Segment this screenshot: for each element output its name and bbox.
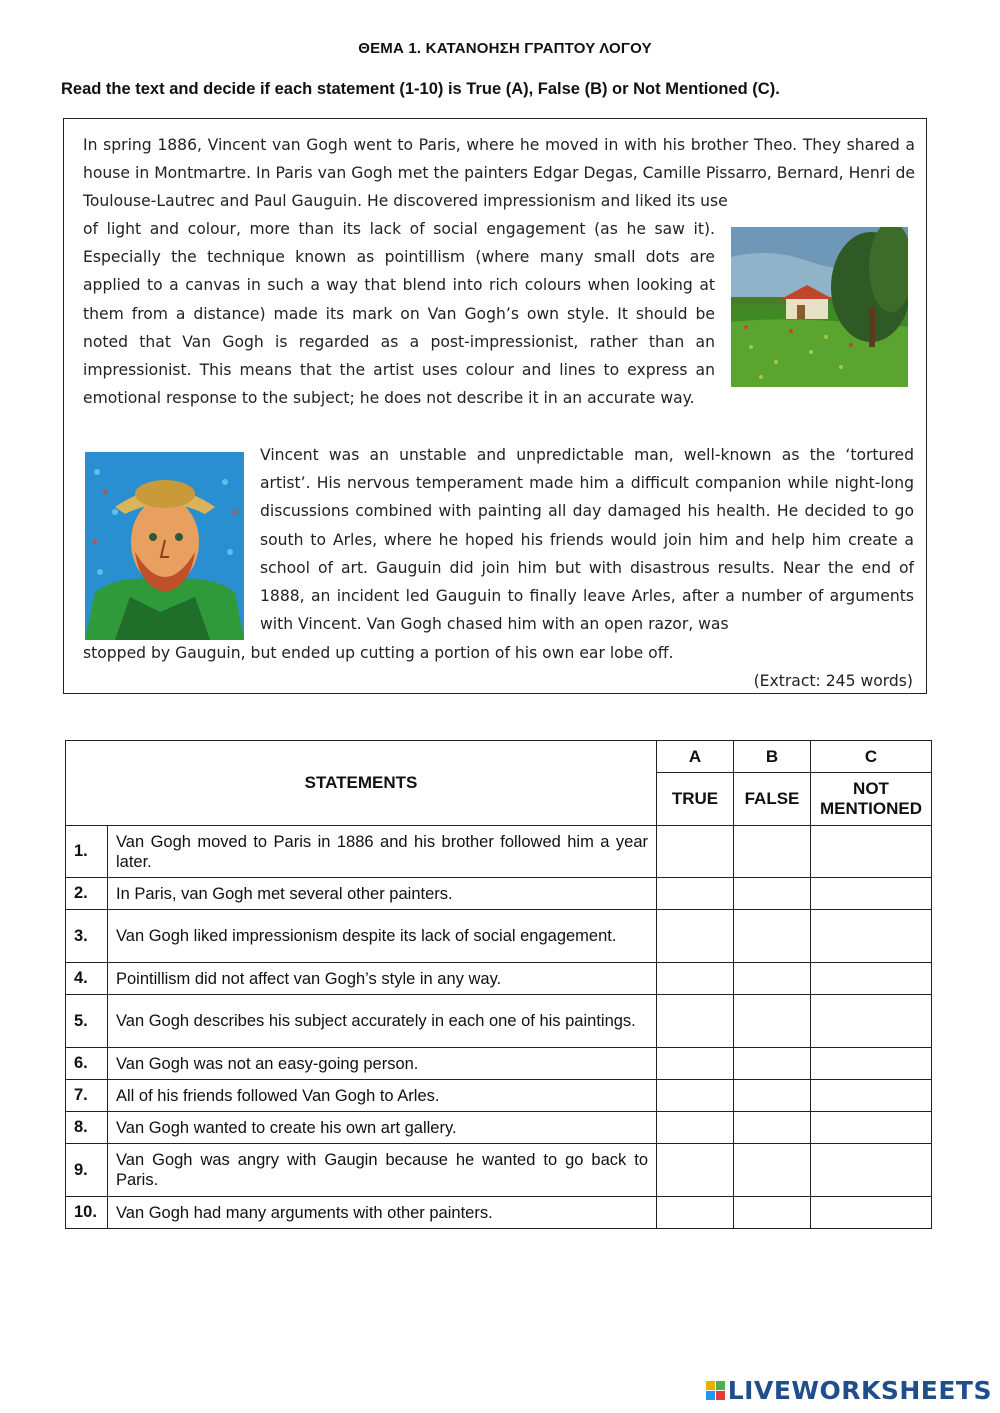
- answer-cell-a[interactable]: [657, 1048, 734, 1080]
- row-number: 10.: [66, 1197, 108, 1229]
- paragraph-2-end: stopped by Gauguin, but ended up cutting a portion of his own ear lobe off.: [83, 644, 674, 662]
- answer-cell-b[interactable]: [734, 995, 811, 1048]
- answer-cell-a[interactable]: [657, 1080, 734, 1112]
- answer-cell-a[interactable]: [657, 826, 734, 878]
- answer-cell-b[interactable]: [734, 1112, 811, 1144]
- answer-cell-c[interactable]: [811, 1144, 932, 1197]
- answer-cell-b[interactable]: [734, 1144, 811, 1197]
- row-number: 8.: [66, 1112, 108, 1144]
- row-number: 1.: [66, 826, 108, 878]
- col-b-label: FALSE: [734, 773, 811, 826]
- liveworksheets-logo-icon: [706, 1381, 725, 1400]
- paragraph-2-side: Vincent was an unstable and unpredictable man, well-known as the ‘tortured artist’. His nervous temperament made him a difficult companion while night-long discussions combined with painting all day damaged his health. He decided to go south to Arles, where he hoped his friends would join him and help him create a school of art. Gauguin did join him but with disastrous results. Near the end of 1888, an incident led Gauguin to finally leave Arles, after a number of arguments with Vincent. Van Gogh chased him with an open razor, was: [260, 446, 914, 634]
- answer-cell-c[interactable]: [811, 826, 932, 878]
- answer-cell-a[interactable]: [657, 1144, 734, 1197]
- statements-header: STATEMENTS: [66, 741, 657, 826]
- paragraph-1-top: In spring 1886, Vincent van Gogh went to Paris, where he moved in with his brother Theo. They shared a house in Montmartre. In Paris van Gogh met the painters Edgar Degas, Camille Pissarro, Bernard, Henri de Toulouse-Lautrec and Paul Gauguin. He discovered impressionism and liked its use: [83, 136, 915, 211]
- answer-cell-b[interactable]: [734, 910, 811, 963]
- row-number: 2.: [66, 878, 108, 910]
- answer-cell-a[interactable]: [657, 963, 734, 995]
- instruction-text: Read the text and decide if each statement (1-10) is True (A), False (B) or Not Mentioned (C).: [61, 80, 780, 98]
- col-c-letter: C: [811, 741, 932, 773]
- statements-table: [65, 740, 932, 1229]
- row-number: 6.: [66, 1048, 108, 1080]
- statement-text: Van Gogh moved to Paris in 1886 and his brother followed him a year later.: [108, 826, 657, 878]
- answer-cell-a[interactable]: [657, 1112, 734, 1144]
- statement-text: In Paris, van Gogh met several other painters.: [108, 878, 657, 910]
- answer-cell-c[interactable]: [811, 878, 932, 910]
- col-a-label: TRUE: [657, 773, 734, 826]
- row-number: 5.: [66, 995, 108, 1048]
- row-number: 9.: [66, 1144, 108, 1197]
- answer-cell-b[interactable]: [734, 1197, 811, 1229]
- answer-cell-c[interactable]: [811, 995, 932, 1048]
- answer-cell-b[interactable]: [734, 1080, 811, 1112]
- answer-cell-b[interactable]: [734, 826, 811, 878]
- self-portrait-painting: [85, 452, 244, 640]
- answer-cell-a[interactable]: [657, 995, 734, 1048]
- statement-text: Van Gogh describes his subject accurately in each one of his paintings.: [108, 995, 657, 1048]
- paragraph-1-bottom: of light and colour, more than its lack of social engagement (as he saw it). Especially the technique known as pointillism (where many small dots are applied to a canvas in such a way that blend into rich colours when looking at them from a distance) made its mark on Van Gogh’s own style. It should be noted that Van Gogh is regarded as a post-impressionist, rather than an impressionist. This means that the artist uses colour and lines to express an emotional response to the subject; he does not describe it in an accurate way.: [83, 220, 715, 408]
- col-c-label: NOT MENTIONED: [811, 773, 932, 826]
- col-b-letter: B: [734, 741, 811, 773]
- row-number: 3.: [66, 910, 108, 963]
- answer-cell-c[interactable]: [811, 1197, 932, 1229]
- statement-text: Van Gogh was not an easy-going person.: [108, 1048, 657, 1080]
- row-number: 4.: [66, 963, 108, 995]
- statement-text: Pointillism did not affect van Gogh’s style in any way.: [108, 963, 657, 995]
- answer-cell-a[interactable]: [657, 878, 734, 910]
- row-number: 7.: [66, 1080, 108, 1112]
- reading-text-box: [63, 118, 927, 694]
- col-a-letter: A: [657, 741, 734, 773]
- answer-cell-c[interactable]: [811, 963, 932, 995]
- statement-text: Van Gogh liked impressionism despite its lack of social engagement.: [108, 910, 657, 963]
- wheat-field-painting: [731, 227, 908, 387]
- answer-cell-c[interactable]: [811, 1048, 932, 1080]
- answer-cell-b[interactable]: [734, 878, 811, 910]
- answer-cell-c[interactable]: [811, 910, 932, 963]
- word-count: (Extract: 245 words): [753, 672, 913, 690]
- answer-cell-c[interactable]: [811, 1080, 932, 1112]
- answer-cell-a[interactable]: [657, 1197, 734, 1229]
- answer-cell-a[interactable]: [657, 910, 734, 963]
- brand-name: LIVEWORKSHEETS: [727, 1376, 992, 1405]
- answer-cell-b[interactable]: [734, 963, 811, 995]
- statement-text: All of his friends followed Van Gogh to Arles.: [108, 1080, 657, 1112]
- answer-cell-b[interactable]: [734, 1048, 811, 1080]
- answer-cell-c[interactable]: [811, 1112, 932, 1144]
- brand-footer: [706, 1376, 992, 1405]
- statement-text: Van Gogh had many arguments with other painters.: [108, 1197, 657, 1229]
- page-title: ΘΕΜΑ 1. ΚΑΤΑΝΟΗΣΗ ΓΡΑΠΤΟΥ ΛΟΓΟΥ: [358, 40, 652, 57]
- statement-text: Van Gogh wanted to create his own art gallery.: [108, 1112, 657, 1144]
- statement-text: Van Gogh was angry with Gaugin because he wanted to go back to Paris.: [108, 1144, 657, 1197]
